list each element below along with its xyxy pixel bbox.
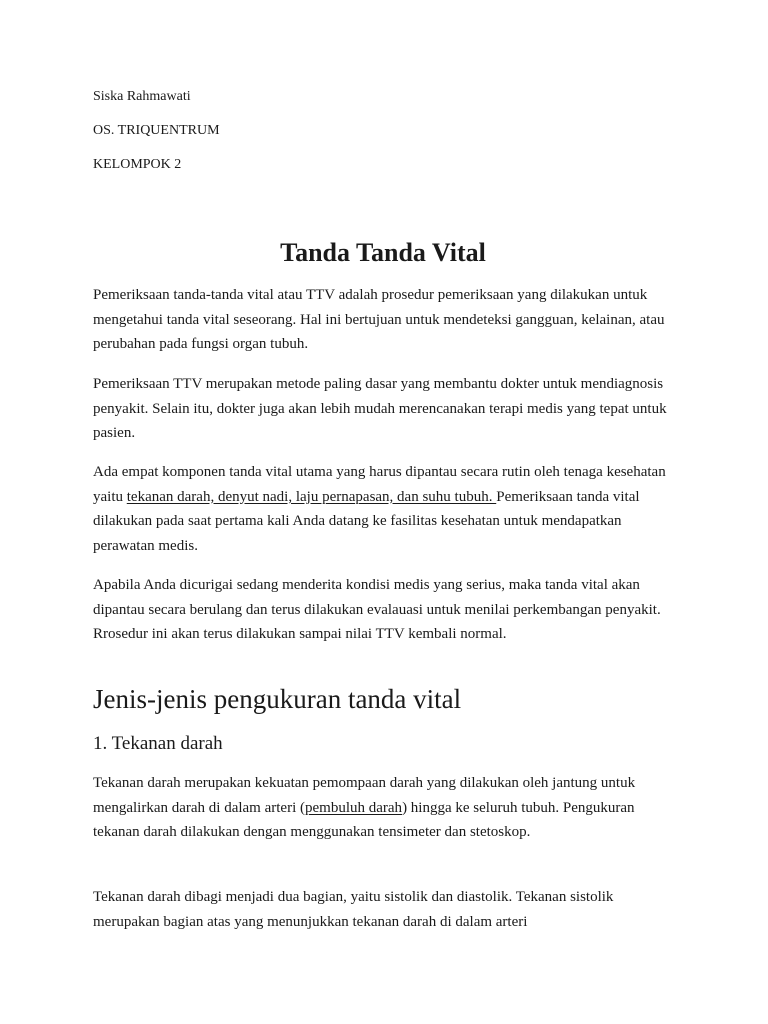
subsection-heading: 1. Tekanan darah	[93, 733, 223, 754]
paragraph-text: ) hingga ke seluruh tubuh. Pengukuran tekanan darah dilakukan dengan menggunakan tensimeter dan stetoskop.	[93, 799, 635, 840]
paragraph-text: Pemeriksaan tanda vital dilakukan pada saat pertama kali Anda datang ke fasilitas kesehatan untuk mendapatkan perawatan medis.	[93, 488, 640, 554]
paragraph-components	[93, 460, 668, 558]
document-title: Tanda Tanda Vital	[280, 238, 486, 267]
author-name: Siska Rahmawati	[93, 89, 191, 104]
paragraph-text: Tekanan darah merupakan kekuatan pemompaan darah yang dilakukan oleh jantung untuk mengalirkan darah di dalam arteri (	[93, 775, 636, 816]
group-name: OS. TRIQUENTRUM	[93, 123, 220, 138]
paragraph-systolic-diastolic: Tekanan darah dibagi menjadi dua bagian, yaitu sistolik dan diastolik. Tekanan sistolik merupakan bagian atas yang menunjukkan tekanan darah di dalam arteri	[93, 889, 614, 930]
blood-vessel-link[interactable]: pembuluh darah	[305, 799, 403, 816]
group-number: KELOMPOK 2	[93, 157, 182, 172]
paragraph-monitoring: Apabila Anda dicurigai sedang menderita kondisi medis yang serius, maka tanda vital akan dipantau secara berulang dan terus dilakukan evalauasi untuk menilai perkembangan penyakit. Rrosedur ini akan terus dilakukan sampai nilai TTV kembali normal.	[93, 577, 661, 642]
vital-components-link[interactable]: tekanan darah, denyut nadi, laju pernapasan, dan suhu tubuh.	[126, 488, 497, 505]
paragraph-blood-pressure	[93, 771, 668, 845]
section-heading: Jenis-jenis pengukuran tanda vital	[93, 684, 462, 714]
paragraph-intro: Pemeriksaan tanda-tanda vital atau TTV adalah prosedur pemeriksaan yang dilakukan untuk mengetahui tanda vital seseorang. Hal ini bertujuan untuk mendeteksi gangguan, kelainan, atau perubahan pada fungsi organ tubuh.	[93, 287, 665, 352]
paragraph-text: Ada empat komponen tanda vital utama yang harus dipantau secara rutin oleh tenaga kesehatan yaitu	[93, 464, 666, 505]
paragraph-ttv-method: Pemeriksaan TTV merupakan metode paling dasar yang membantu dokter untuk mendiagnosis penyakit. Selain itu, dokter juga akan lebih mudah merencanakan terapi medis yang tepat untuk pasien.	[93, 376, 667, 441]
